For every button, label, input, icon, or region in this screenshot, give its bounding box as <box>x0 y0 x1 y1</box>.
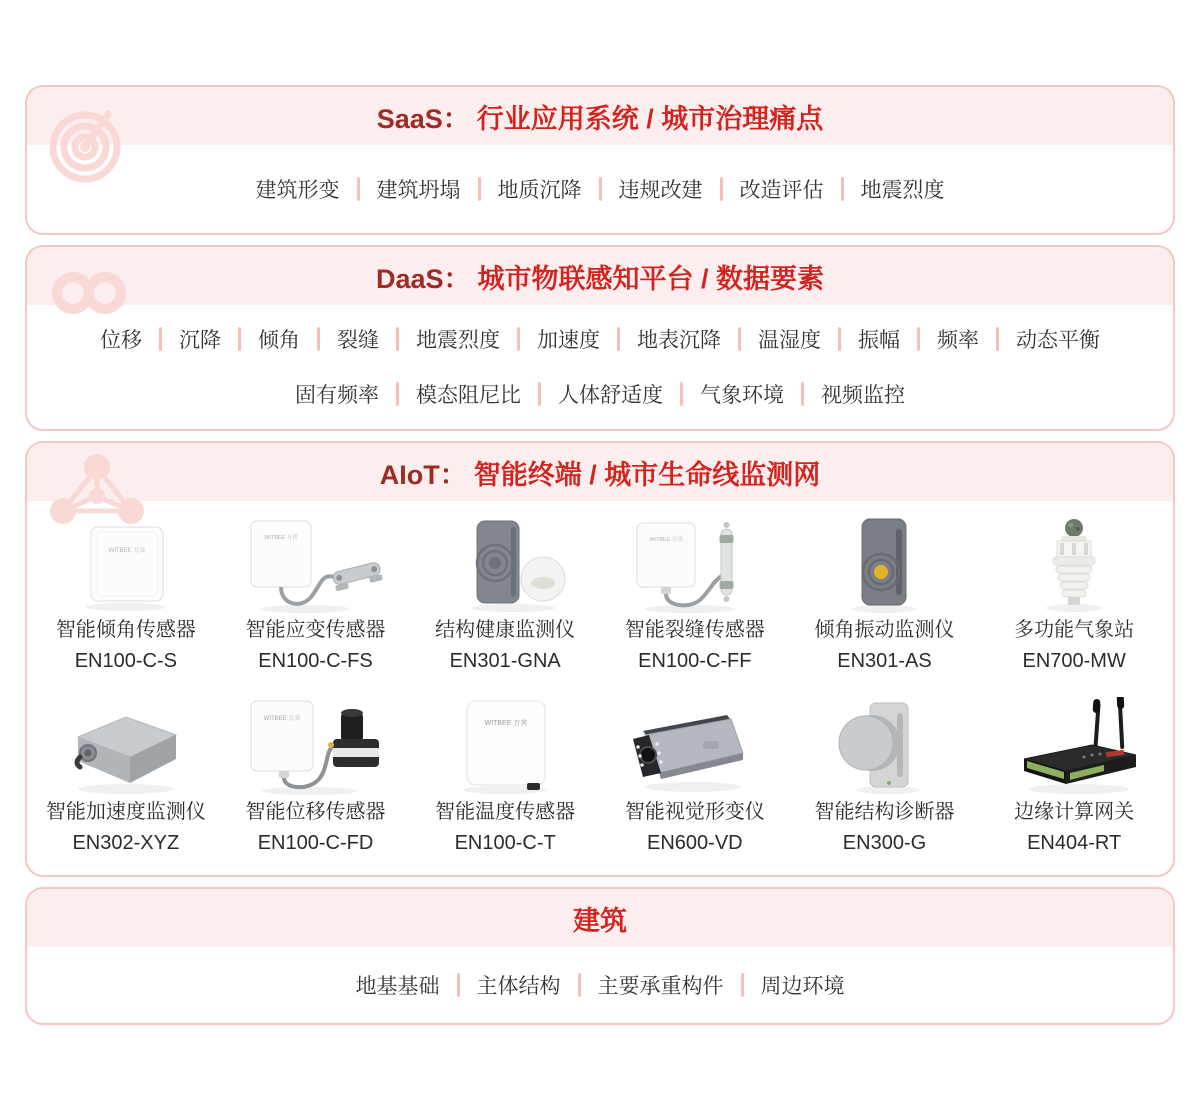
product-name: 多功能气象站 <box>1014 619 1135 641</box>
product-cell <box>221 697 411 859</box>
product-name: 智能应变传感器 <box>245 619 386 641</box>
product-cell <box>600 515 790 677</box>
list-item: 地震烈度 <box>860 179 945 202</box>
product-cell <box>410 697 600 859</box>
product-name: 智能视觉形变仪 <box>624 801 765 823</box>
list-item: 模态阻尼比 <box>416 383 521 407</box>
saas-title-main: 行业应用系统 / 城市治理痛点 <box>476 103 824 134</box>
list-item: 地质沉降 <box>497 179 582 202</box>
product-cell <box>979 515 1169 677</box>
list-item: 频率 <box>937 328 979 352</box>
displacement-sensor-image <box>235 697 395 797</box>
product-name: 倾角振动监测仪 <box>814 619 955 641</box>
list-item: 加速度 <box>537 328 600 352</box>
tilt-sensor-image <box>46 515 206 615</box>
list-item: 动态平衡 <box>1016 328 1100 352</box>
product-cell <box>790 515 980 677</box>
saas-title-prefix: SaaS： <box>376 103 470 134</box>
list-item: 主体结构 <box>476 975 561 998</box>
brand-label: WITBEE 万宾 <box>264 535 299 541</box>
brand-label: WITBEE 万宾 <box>484 720 528 727</box>
daas-title-main: 城市物联感知平台 / 数据要素 <box>477 263 825 294</box>
product-cell <box>31 515 221 677</box>
product-cell <box>600 697 790 859</box>
product-cell <box>31 697 221 859</box>
product-model: EN100-C-FF <box>638 650 752 672</box>
list-item: 裂缝 <box>337 328 379 352</box>
daas-header <box>27 247 1173 305</box>
building-section-card <box>25 887 1175 1025</box>
product-model: EN301-GNA <box>449 650 561 672</box>
list-item: 视频监控 <box>821 383 905 407</box>
aiot-title-prefix: AIoT： <box>379 459 467 490</box>
daas-body <box>27 305 1173 429</box>
list-item: 违规改建 <box>618 179 703 202</box>
product-name: 边缘计算网关 <box>1014 801 1135 823</box>
temperature-sensor-image <box>425 697 585 797</box>
list-item: 沉降 <box>179 328 221 352</box>
daas-title-prefix: DaaS： <box>375 263 471 294</box>
saas-header <box>27 87 1173 145</box>
list-item: 周边环境 <box>760 975 845 998</box>
product-model: EN100-C-S <box>74 650 177 672</box>
product-cell <box>790 697 980 859</box>
product-model: EN100-C-FS <box>258 650 373 672</box>
edge-gateway-image <box>994 697 1154 797</box>
list-item: 振幅 <box>858 328 900 352</box>
product-name: 结构健康监测仪 <box>435 619 576 641</box>
tilt-vibration-monitor-image <box>804 515 964 615</box>
aiot-section-card <box>25 441 1175 877</box>
product-model: EN100-C-FD <box>257 832 374 854</box>
list-item: 倾角 <box>258 328 300 352</box>
daas-section-card <box>25 245 1175 431</box>
product-model: EN404-RT <box>1027 832 1122 854</box>
building-items-row <box>27 947 1173 1023</box>
list-item: 气象环境 <box>700 383 784 407</box>
aiot-product-row-1 <box>27 515 1173 677</box>
product-model: EN300-G <box>842 832 927 854</box>
product-name: 智能裂缝传感器 <box>624 619 765 641</box>
structure-diagnoser-image <box>804 697 964 797</box>
list-item: 人体舒适度 <box>558 383 663 407</box>
aiot-product-row-2 <box>27 697 1173 859</box>
brand-label: WITBEE 万宾 <box>108 548 146 554</box>
list-item: 建筑坍塌 <box>376 179 461 202</box>
list-item: 地基基础 <box>355 975 440 998</box>
aiot-title-main: 智能终端 / 城市生命线监测网 <box>473 459 821 490</box>
product-cell <box>979 697 1169 859</box>
product-model: EN100-C-T <box>454 832 556 854</box>
list-item: 固有频率 <box>295 383 379 407</box>
product-model: EN302-XYZ <box>72 832 180 854</box>
product-model: EN600-VD <box>647 832 743 854</box>
list-item: 位移 <box>100 328 142 352</box>
list-item: 地表沉降 <box>637 328 721 352</box>
strain-sensor-image <box>235 515 395 615</box>
product-cell <box>410 515 600 677</box>
product-name: 智能温度传感器 <box>435 801 576 823</box>
product-model: EN301-AS <box>837 650 932 672</box>
list-item: 主要承重构件 <box>597 975 724 998</box>
crack-sensor-image <box>615 515 775 615</box>
saas-items-row <box>27 145 1173 233</box>
vision-camera-image <box>615 697 775 797</box>
list-item: 温湿度 <box>758 328 821 352</box>
product-cell <box>221 515 411 677</box>
list-item: 地震烈度 <box>416 328 500 352</box>
product-name: 智能结构诊断器 <box>814 801 955 823</box>
brand-label: WITBEE 万宾 <box>264 716 301 722</box>
product-name: 智能倾角传感器 <box>55 619 196 641</box>
aiot-header <box>27 443 1173 501</box>
product-name: 智能加速度监测仪 <box>45 801 206 823</box>
building-title: 建筑 <box>573 905 627 936</box>
structural-health-monitor-image <box>425 515 585 615</box>
brand-label: WITBEE 万宾 <box>649 537 683 543</box>
saas-section-card <box>25 85 1175 235</box>
building-header <box>27 889 1173 947</box>
product-model: EN700-MW <box>1022 650 1126 672</box>
list-item: 改造评估 <box>739 179 824 202</box>
daas-items-row-1 <box>27 311 1173 366</box>
daas-items-row-2 <box>27 366 1173 421</box>
weather-station-image <box>994 515 1154 615</box>
product-name: 智能位移传感器 <box>245 801 386 823</box>
accelerometer-image <box>46 697 206 797</box>
list-item: 建筑形变 <box>255 179 340 202</box>
